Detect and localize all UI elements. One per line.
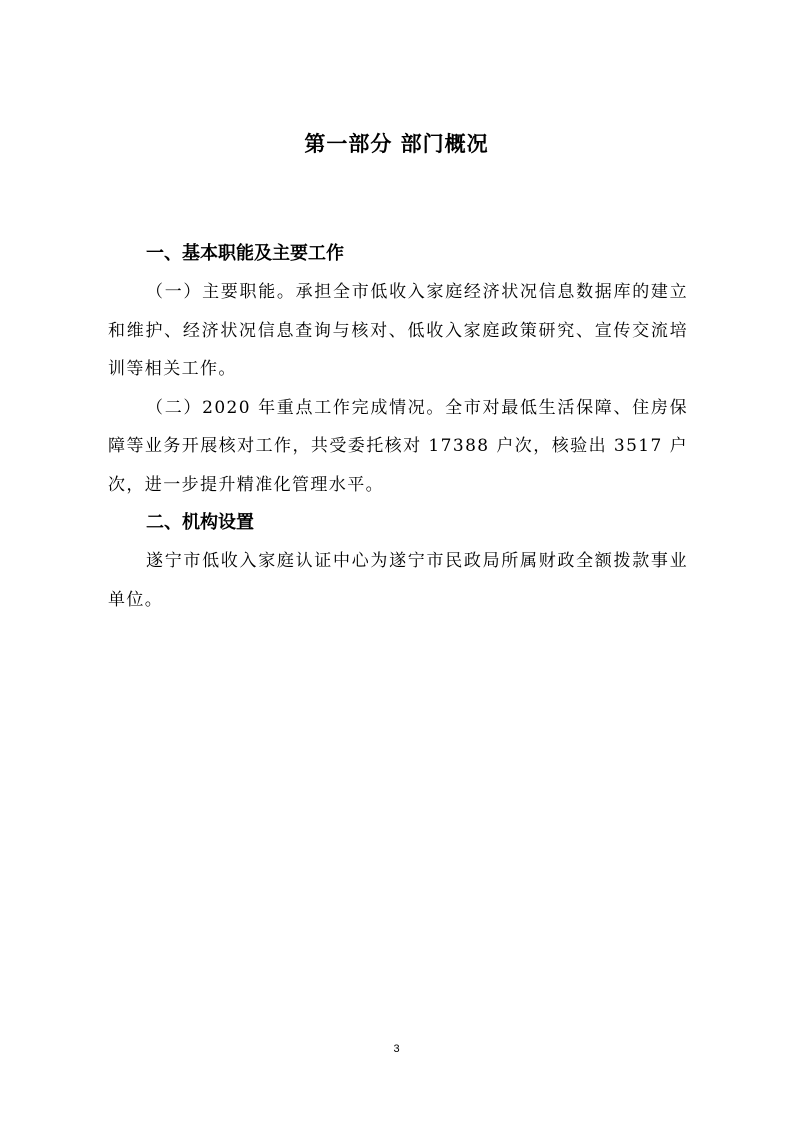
paragraph-key-work-2020: （二）2020 年重点工作完成情况。全市对最低生活保障、住房保障等业务开展核对工作，共受委托核对 17388 户次，核验出 3517 户次，进一步提升精准化管理水平。 xyxy=(108,397,688,495)
section-heading: 二、机构设置 xyxy=(146,512,254,533)
paragraph-organization: 遂宁市低收入家庭认证中心为遂宁市民政局所属财政全额拨款事业单位。 xyxy=(108,551,688,610)
page-number: 3 xyxy=(393,1043,400,1055)
paragraph-main-functions: （一）主要职能。承担全市低收入家庭经济状况信息数据库的建立和维护、经济状况信息查询与核对、低收入家庭政策研究、宣传交流培训等相关工作。 xyxy=(108,282,688,379)
page-title: 第一部分 部门概况 xyxy=(304,132,489,156)
section-basic-functions xyxy=(108,235,688,504)
document-body xyxy=(108,235,688,619)
section-organization xyxy=(108,504,688,619)
section-heading: 一、基本职能及主要工作 xyxy=(146,243,344,264)
